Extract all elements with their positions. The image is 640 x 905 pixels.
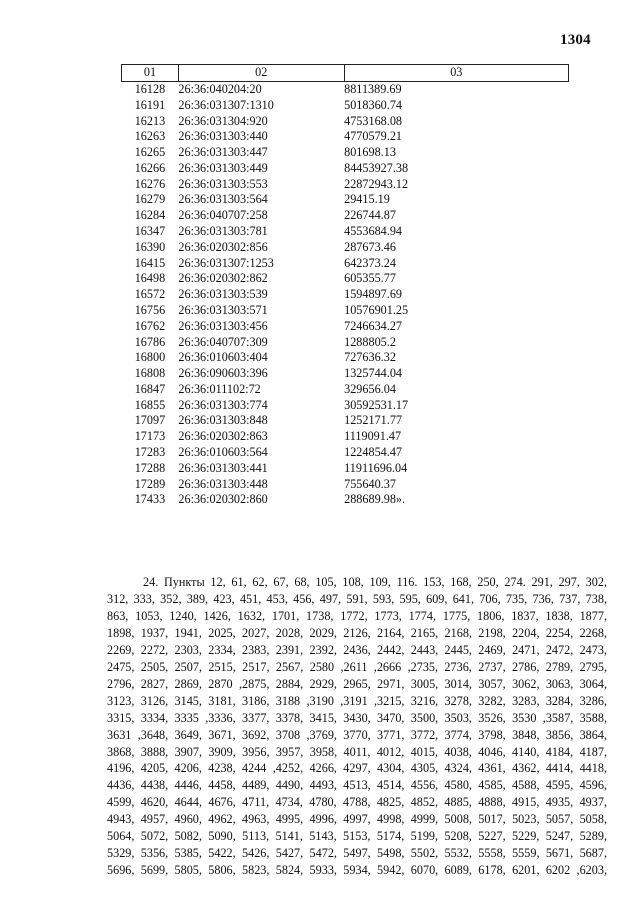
- cadastral-number-cell: 26:36:010603:564: [178, 444, 268, 459]
- row-number-cell: 16756: [134, 302, 166, 317]
- row-number-cell: 16498: [134, 271, 166, 286]
- cadastral-number-cell: 26:36:031303:553: [178, 176, 268, 191]
- cadastral-number-cell: 26:36:031303:848: [178, 413, 268, 428]
- row-number-cell: 16415: [134, 255, 166, 270]
- table-row: [122, 98, 569, 114]
- table-row: [122, 350, 569, 366]
- value-cell: 7246634.27: [344, 318, 402, 333]
- table-row: [122, 145, 569, 161]
- value-cell: 605355.77: [344, 271, 396, 286]
- column-header-01: 01: [122, 65, 179, 82]
- paragraph-line: 3868, 3888, 3907, 3909, 3956, 3957, 3958, 4011, 4012, 4015, 4038, 4046, 4140, 4184, 4187,: [107, 744, 607, 759]
- paragraph-item-24: [107, 574, 607, 879]
- paragraph-line: 4943, 4957, 4960, 4962, 4963, 4995, 4996, 4997, 4998, 4999, 5008, 5017, 5023, 5057, 5058,: [107, 812, 607, 827]
- paragraph-line: 4436, 4438, 4446, 4458, 4489, 4490, 4493, 4513, 4514, 4556, 4580, 4585, 4588, 4595, 4596,: [107, 778, 607, 793]
- paragraph-line: 5696, 5699, 5805, 5806, 5823, 5824, 5933, 5934, 5942, 6070, 6089, 6178, 6201, 6202 ,6203,: [107, 863, 607, 878]
- table-row: [122, 129, 569, 145]
- table-row: [122, 382, 569, 398]
- row-number-cell: 16263: [134, 129, 166, 144]
- value-cell: 84453927.38: [344, 160, 409, 175]
- cadastral-number-cell: 26:36:031303:774: [178, 397, 268, 412]
- table-row: [122, 461, 569, 477]
- cadastral-number-cell: 26:36:031303:564: [178, 192, 268, 207]
- paragraph-line: 3631 ,3648, 3649, 3671, 3692, 3708 ,3769, 3770, 3771, 3772, 3774, 3798, 3848, 3856, 3864,: [107, 727, 607, 742]
- row-number-cell: 16572: [134, 287, 166, 302]
- value-cell: 226744.87: [344, 208, 396, 223]
- row-number-cell: 16847: [134, 381, 166, 396]
- cadastral-number-cell: 26:36:040204:20: [178, 82, 262, 96]
- value-cell: 727636.32: [344, 350, 396, 365]
- row-number-cell: 16786: [134, 334, 166, 349]
- value-cell: 1224854.47: [344, 444, 402, 459]
- table-row: [122, 240, 569, 256]
- paragraph-line: 863, 1053, 1240, 1426, 1632, 1701, 1738, 1772, 1773, 1774, 1775, 1806, 1837, 1838, 1877,: [107, 608, 607, 623]
- table-row: [122, 256, 569, 272]
- cadastral-number-cell: 26:36:031307:1253: [178, 255, 274, 270]
- cadastral-number-cell: 26:36:020302:862: [178, 271, 268, 286]
- paragraph-line: 5329, 5356, 5385, 5422, 5426, 5427, 5472, 5497, 5498, 5502, 5532, 5558, 5559, 5671, 5687,: [107, 846, 607, 861]
- row-number-cell: 17288: [134, 460, 166, 475]
- row-number-cell: 17283: [134, 444, 166, 459]
- table-row: [122, 208, 569, 224]
- value-cell: 29415.19: [344, 192, 390, 207]
- row-number-cell: 16265: [134, 145, 166, 160]
- table-header: [122, 65, 569, 82]
- value-cell: 4753168.08: [344, 113, 402, 128]
- row-number-cell: 16276: [134, 176, 166, 191]
- table-row: [122, 161, 569, 177]
- cadastral-number-cell: 26:36:031303:456: [178, 318, 268, 333]
- value-cell: 801698.13: [344, 145, 396, 160]
- row-number-cell: 16808: [134, 366, 166, 381]
- cadastral-number-cell: 26:36:031303:449: [178, 160, 268, 175]
- cadastral-number-cell: 26:36:020302:863: [178, 429, 268, 444]
- row-number-cell: 17097: [134, 413, 166, 428]
- cadastral-number-cell: 26:36:031303:448: [178, 476, 268, 491]
- value-cell: 5018360.74: [344, 97, 402, 112]
- cadastral-number-cell: 26:36:031303:571: [178, 302, 268, 317]
- table-row: [122, 287, 569, 303]
- cadastral-number-cell: 26:36:031303:440: [178, 129, 268, 144]
- value-cell: 287673.46: [344, 239, 396, 254]
- paragraph-line: 5064, 5072, 5082, 5090, 5113, 5141, 5143, 5153, 5174, 5199, 5208, 5227, 5229, 5247, 5289,: [107, 829, 607, 844]
- value-cell: 10576901.25: [344, 302, 409, 317]
- paragraph-line: 1898, 1937, 1941, 2025, 2027, 2028, 2029, 2126, 2164, 2165, 2168, 2198, 2204, 2254, 2268,: [107, 625, 607, 640]
- row-number-cell: 16855: [134, 397, 166, 412]
- row-number-cell: 16191: [134, 97, 166, 112]
- table-row: [122, 192, 569, 208]
- table-row: [122, 429, 569, 445]
- data-table: [121, 64, 569, 508]
- row-number-cell: 17173: [134, 429, 166, 444]
- table-row: [122, 398, 569, 414]
- table-row: [122, 303, 569, 319]
- paragraph-line: 3315, 3334, 3335 ,3336, 3377, 3378, 3415, 3430, 3470, 3500, 3503, 3526, 3530 ,3587, 3588,: [107, 710, 607, 725]
- cadastral-number-cell: 26:36:040707:309: [178, 334, 268, 349]
- value-cell: 30592531.17: [344, 397, 409, 412]
- value-cell: 22872943.12: [344, 176, 409, 191]
- table-row: [122, 114, 569, 130]
- row-number-cell: 16284: [134, 208, 166, 223]
- cadastral-number-cell: 26:36:011102:72: [178, 381, 261, 396]
- value-cell: 1594897.69: [344, 287, 402, 302]
- paragraph-line: 3123, 3126, 3145, 3181, 3186, 3188 ,3190 ,3191 ,3215, 3216, 3278, 3282, 3283, 3284, 3286,: [107, 693, 607, 708]
- paragraph-line: 24. Пункты 12, 61, 62, 67, 68, 105, 108, 109, 116. 153, 168, 250, 274. 291, 297, 302,: [143, 575, 607, 589]
- value-cell: 11911696.04: [344, 460, 408, 475]
- paragraph-line: 2475, 2505, 2507, 2515, 2517, 2567, 2580 ,2611 ,2666 ,2735, 2736, 2737, 2786, 2789, 2795,: [107, 659, 607, 674]
- page-number: 1304: [560, 32, 591, 48]
- paragraph-line: 2796, 2827, 2869, 2870 ,2875, 2884, 2929, 2965, 2971, 3005, 3014, 3057, 3062, 3063, 3064,: [107, 676, 607, 691]
- paragraph-line: 4196, 4205, 4206, 4238, 4244 ,4252, 4266, 4297, 4304, 4305, 4324, 4361, 4362, 4414, 4418,: [107, 761, 607, 776]
- value-cell: 329656.04: [344, 381, 396, 396]
- row-number-cell: 16213: [134, 113, 166, 128]
- value-cell: 1325744.04: [344, 366, 402, 381]
- cadastral-number-cell: 26:36:031303:781: [178, 224, 268, 239]
- table-row: [122, 319, 569, 335]
- table-row: [122, 271, 569, 287]
- table-row: [122, 413, 569, 429]
- value-cell: 755640.37: [344, 476, 396, 491]
- value-cell: 4553684.94: [344, 224, 402, 239]
- cadastral-number-cell: 26:36:020302:856: [178, 239, 268, 254]
- cadastral-number-cell: 26:36:040707:258: [178, 208, 268, 223]
- value-cell: 4770579.21: [344, 129, 402, 144]
- table-row: [122, 335, 569, 351]
- column-header-02: 02: [178, 65, 344, 82]
- paragraph-line: 4599, 4620, 4644, 4676, 4711, 4734, 4780, 4788, 4825, 4852, 4885, 4888, 4915, 4935, 4937,: [107, 795, 607, 810]
- row-number-cell: 16279: [134, 192, 166, 207]
- cadastral-number-cell: 26:36:031303:539: [178, 287, 268, 302]
- paragraph-line: 2269, 2272, 2303, 2334, 2383, 2391, 2392, 2436, 2442, 2443, 2445, 2469, 2471, 2472, 2473,: [107, 642, 607, 657]
- value-cell: 1119091.47: [344, 429, 402, 444]
- table-row: [122, 445, 569, 461]
- table-row: [122, 82, 569, 98]
- row-number-cell: 16128: [134, 82, 166, 96]
- cadastral-number-cell: 26:36:031303:441: [178, 460, 268, 475]
- row-number-cell: 16266: [134, 160, 166, 175]
- table-row: [122, 224, 569, 240]
- row-number-cell: 17289: [134, 476, 166, 491]
- cadastral-number-cell: 26:36:031303:447: [178, 145, 268, 160]
- row-number-cell: 16762: [134, 318, 166, 333]
- cadastral-number-cell: 26:36:020302:860: [178, 492, 268, 507]
- value-cell: 1252171.77: [344, 413, 402, 428]
- cadastral-number-cell: 26:36:010603:404: [178, 350, 268, 365]
- cadastral-number-cell: 26:36:090603:396: [178, 366, 268, 381]
- row-number-cell: 16800: [134, 350, 166, 365]
- value-cell: 1288805.2: [344, 334, 396, 349]
- column-header-03: 03: [344, 65, 568, 82]
- table-row: [122, 492, 569, 508]
- row-number-cell: 17433: [134, 492, 166, 507]
- row-number-cell: 16347: [134, 224, 166, 239]
- table-row: [122, 477, 569, 493]
- paragraph-line: 312, 333, 352, 389, 423, 451, 453, 456, 497, 591, 593, 595, 609, 641, 706, 735, 736, 737, 738,: [107, 591, 607, 606]
- value-cell: 642373.24: [344, 255, 396, 270]
- cadastral-number-cell: 26:36:031304:920: [178, 113, 268, 128]
- table-row: [122, 177, 569, 193]
- row-number-cell: 16390: [134, 239, 166, 254]
- table-body: [122, 82, 569, 509]
- value-cell: 288689.98».: [344, 492, 406, 507]
- cadastral-number-cell: 26:36:031307:1310: [178, 97, 274, 112]
- value-cell: 8811389.69: [344, 82, 402, 96]
- table-row: [122, 366, 569, 382]
